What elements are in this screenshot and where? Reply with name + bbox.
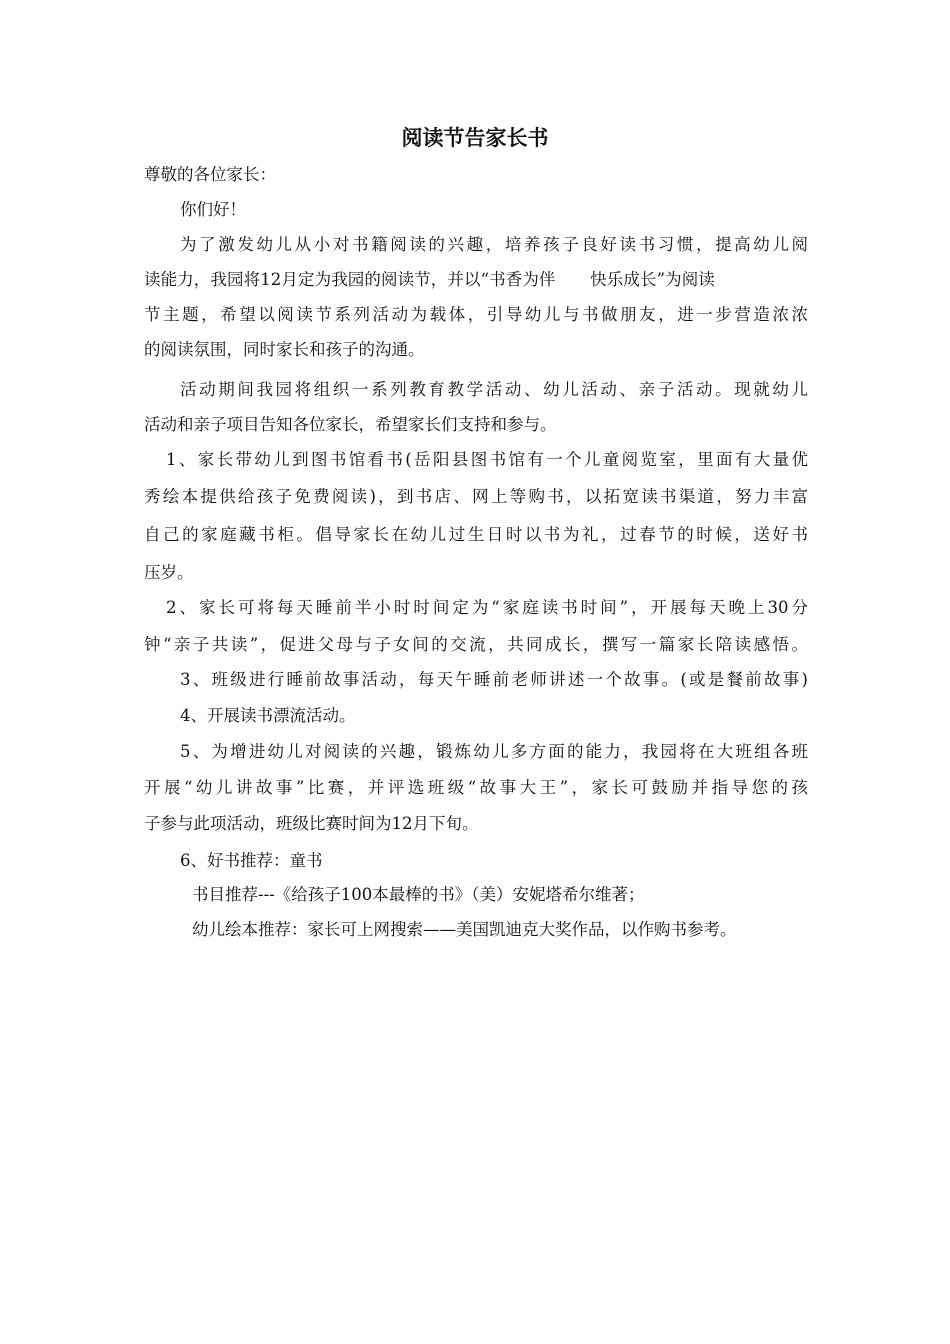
paragraph-2-line-2: 活动和亲子项目告知各位家长，希望家长们支持和参与。 — [144, 415, 557, 434]
item-2-line-2: 钟“亲子共读”，促进父母与子女间的交流，共同成长，撰写一篇家长陪读感悟。 — [144, 635, 808, 654]
paragraph-1-line-2 — [144, 265, 808, 295]
paragraph-1-line-2a: 读能力，我园将12月定为我园的阅读节，并以“书香为伴 — [144, 270, 556, 289]
document-title: 阅读节告家长书 — [401, 126, 549, 150]
item-5-line-1: 5、为增进幼儿对阅读的兴趣，锻炼幼儿多方面的能力，我园将在大班组各班 — [180, 742, 808, 761]
paragraph-1-line-4: 的阅读氛围，同时家长和孩子的沟通。 — [144, 340, 425, 359]
item-1-line-2: 秀绘本提供给孩子免费阅读)，到书店、网上等购书，以拓宽读书渠道，努力丰富 — [144, 487, 808, 506]
paragraph-1-line-1: 为了激发幼儿从小对书籍阅读的兴趣，培养孩子良好读书习惯，提高幼儿阅 — [180, 235, 808, 254]
item-1-line-3: 自己的家庭藏书柜。倡导家长在幼儿过生日时以书为礼，过春节的时候，送好书 — [144, 525, 808, 544]
item-3: 3、班级进行睡前故事活动，每天午睡前老师讲述一个故事。(或是餐前故事) — [180, 670, 808, 689]
hello-line: 你们好！ — [180, 200, 246, 219]
item-5-line-2: 开展“幼儿讲故事”比赛，并评选班级“故事大王”，家长可鼓励并指导您的孩 — [144, 778, 808, 797]
book-recommendation: 书目推荐---《给孩子100本最棒的书》（美）安妮塔希尔维著； — [192, 885, 645, 904]
paragraph-2-line-1: 活动期间我园将组织一系列教育教学活动、幼儿活动、亲子活动。现就幼儿 — [180, 380, 808, 399]
paragraph-1-line-2b: 快乐成长”为阅读 — [590, 270, 715, 289]
item-2-line-1: 2、家长可将每天睡前半小时时间定为“家庭读书时间”，开展每天晚上30分 — [166, 598, 808, 617]
item-6: 6、好书推荐：童书 — [180, 851, 323, 870]
item-4: 4、开展读书漂流活动。 — [180, 706, 356, 725]
item-5-line-3: 子参与此项活动，班级比赛时间为12月下旬。 — [144, 814, 479, 833]
paragraph-1-line-3: 节主题，希望以阅读节系列活动为载体，引导幼儿与书做朋友，进一步营造浓浓 — [144, 305, 808, 324]
item-1-line-1: 1、家长带幼儿到图书馆看书(岳阳县图书馆有一个儿童阅览室，里面有大量优 — [166, 450, 808, 469]
picture-book-recommendation: 幼儿绘本推荐：家长可上网搜索——美国凯迪克大奖作品，以作购书参考。 — [192, 920, 737, 939]
item-1-line-4: 压岁。 — [144, 563, 194, 582]
greeting: 尊敬的各位家长： — [144, 165, 276, 184]
